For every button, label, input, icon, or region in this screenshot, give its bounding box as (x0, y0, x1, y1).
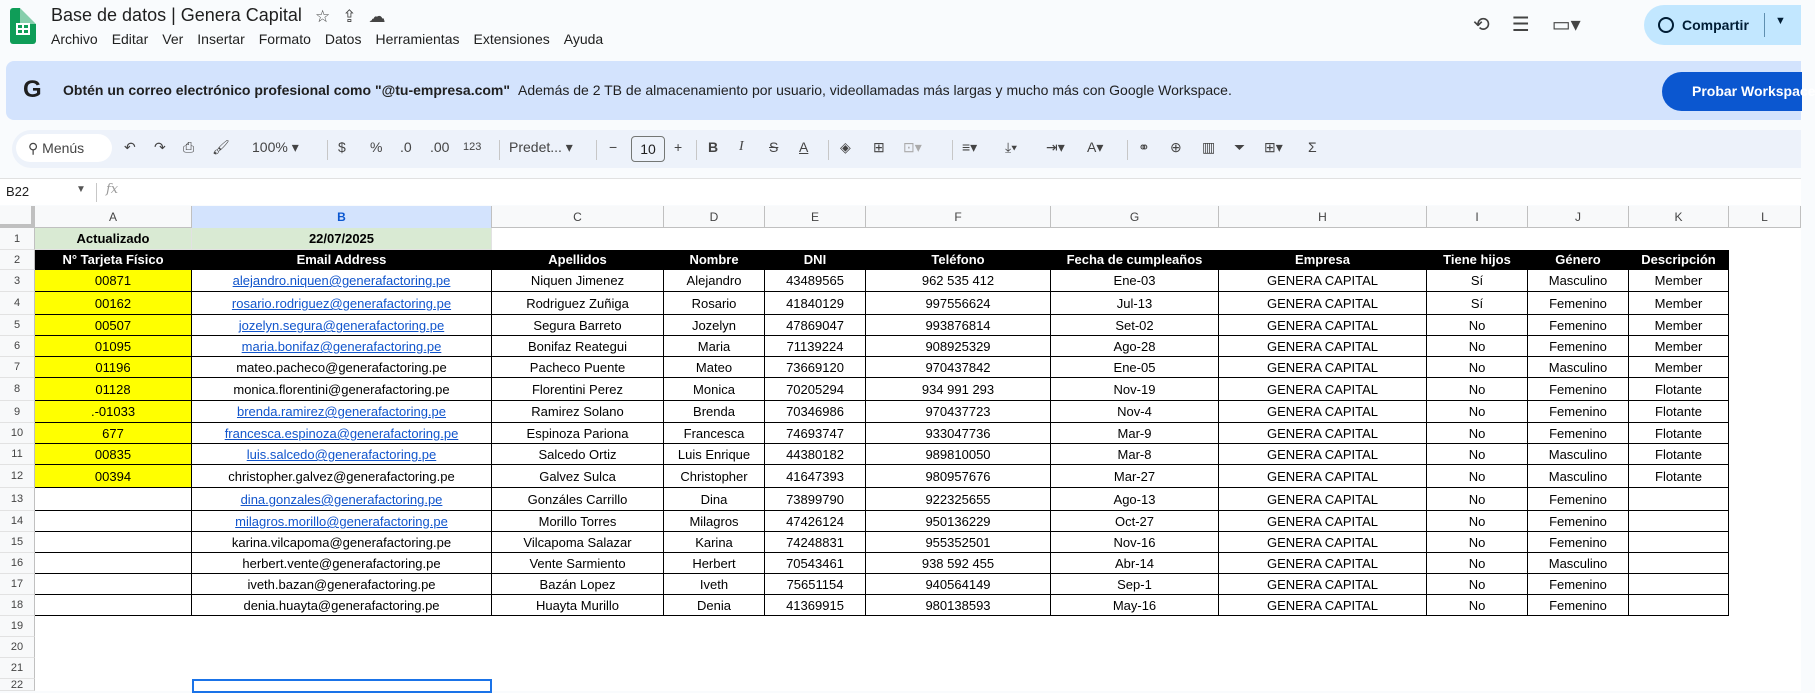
fx-icon: fx (106, 182, 119, 197)
menu-bar (51, 31, 617, 47)
selected-cell-b22[interactable] (192, 679, 492, 693)
name-box[interactable]: B22 (6, 184, 30, 199)
filter-icon[interactable]: ⏷ (1234, 139, 1246, 155)
cell-g16[interactable]: Abr-14 (1051, 553, 1219, 574)
cell-a5[interactable]: 00507 (35, 315, 192, 336)
cell-j8[interactable]: Femenino (1528, 378, 1629, 401)
column-header-g[interactable]: G (1051, 206, 1219, 228)
column-header-k[interactable]: K (1629, 206, 1729, 228)
cell-k8[interactable]: Flotante (1629, 378, 1729, 401)
cell-a11[interactable]: 00835 (35, 444, 192, 465)
cell-i10[interactable]: No (1427, 423, 1528, 444)
cell-k5[interactable]: Member (1629, 315, 1729, 336)
cell-j9[interactable]: Femenino (1528, 401, 1629, 423)
cell-a14[interactable] (35, 511, 192, 532)
cell-b10[interactable]: francesca.espinoza@generafactoring.pe (192, 423, 492, 444)
cell-b6[interactable]: maria.bonifaz@generafactoring.pe (192, 336, 492, 357)
cell-e11[interactable]: 44380182 (765, 444, 866, 465)
header-cell-b[interactable]: Email Address (192, 250, 492, 270)
try-workspace-button[interactable]: Probar Workspace (1662, 72, 1802, 111)
cell-g3[interactable]: Ene-03 (1051, 270, 1219, 292)
cell-j12[interactable]: Masculino (1528, 465, 1629, 488)
cell-f10[interactable]: 933047736 (866, 423, 1051, 444)
formula-bar (0, 178, 1801, 205)
cloud-status-icon[interactable]: ☁ (368, 7, 386, 26)
cell-b7[interactable]: mateo.pacheco@generafactoring.pe (192, 357, 492, 378)
cell-c15[interactable]: Vilcapoma Salazar (492, 532, 664, 553)
cell-k18[interactable] (1629, 595, 1729, 616)
cell-b13[interactable]: dina.gonzales@generafactoring.pe (192, 488, 492, 511)
cell-b16[interactable]: herbert.vente@generafactoring.pe (192, 553, 492, 574)
text-wrap-icon[interactable]: ⇥▾ (1046, 139, 1065, 155)
star-icon[interactable]: ☆ (315, 7, 331, 26)
cell-g8[interactable]: Nov-19 (1051, 378, 1219, 401)
cell-b3[interactable]: alejandro.niquen@generafactoring.pe (192, 270, 492, 292)
paint-format-icon[interactable]: 🖌 (212, 139, 230, 155)
cell-f9[interactable]: 970437723 (866, 401, 1051, 423)
cell-c11[interactable]: Salcedo Ortiz (492, 444, 664, 465)
cell-d11[interactable]: Luis Enrique (664, 444, 765, 465)
google-logo-icon: G (23, 76, 42, 103)
cell-h9[interactable]: GENERA CAPITAL (1219, 401, 1427, 423)
name-box-dropdown-icon[interactable]: ▼ (76, 184, 86, 195)
cell-i18[interactable]: No (1427, 595, 1528, 616)
cell-k17[interactable] (1629, 574, 1729, 595)
cell-b12[interactable]: christopher.galvez@generafactoring.pe (192, 465, 492, 488)
functions-icon[interactable]: Σ (1308, 139, 1317, 155)
cell-h10[interactable]: GENERA CAPITAL (1219, 423, 1427, 444)
header-cell-i[interactable]: Tiene hijos (1427, 250, 1528, 270)
search-label: Menús (42, 140, 85, 156)
cell-c13[interactable]: Gonzáles Carrillo (492, 488, 664, 511)
cell-d16[interactable]: Herbert (664, 553, 765, 574)
cell-a4[interactable]: 00162 (35, 292, 192, 315)
cell-e7[interactable]: 73669120 (765, 357, 866, 378)
cell-g17[interactable]: Sep-1 (1051, 574, 1219, 595)
cell-e12[interactable]: 41647393 (765, 465, 866, 488)
cell-d9[interactable]: Brenda (664, 401, 765, 423)
cell-k12[interactable]: Flotante (1629, 465, 1729, 488)
cell-c12[interactable]: Galvez Sulca (492, 465, 664, 488)
cell-k15[interactable] (1629, 532, 1729, 553)
cell-j17[interactable]: Femenino (1528, 574, 1629, 595)
select-all-corner[interactable] (0, 206, 35, 228)
share-dropdown-icon[interactable]: ▼ (1775, 15, 1786, 27)
decrease-font-size-button[interactable]: − (609, 139, 618, 155)
cell-e15[interactable]: 74248831 (765, 532, 866, 553)
increase-font-size-button[interactable]: + (674, 139, 683, 155)
menu-insertar[interactable]: Insertar (197, 31, 245, 47)
font-size-input[interactable]: 10 (631, 136, 665, 162)
menu-archivo[interactable]: Archivo (51, 31, 98, 47)
cell-e8[interactable]: 70205294 (765, 378, 866, 401)
cell-j7[interactable]: Masculino (1528, 357, 1629, 378)
cell-c3[interactable]: Niquen Jimenez (492, 270, 664, 292)
insert-chart-icon[interactable]: ▥ (1202, 139, 1216, 155)
row-header-7[interactable]: 7 (0, 357, 35, 378)
row-header-16[interactable]: 16 (0, 553, 35, 574)
cell-k3[interactable]: Member (1629, 270, 1729, 292)
cell-a13[interactable] (35, 488, 192, 511)
cell-g7[interactable]: Ene-05 (1051, 357, 1219, 378)
insert-link-icon[interactable]: ⚭ (1138, 139, 1150, 155)
cell-h18[interactable]: GENERA CAPITAL (1219, 595, 1427, 616)
top-bar (0, 0, 1801, 58)
cell-d13[interactable]: Dina (664, 488, 765, 511)
cell-g10[interactable]: Mar-9 (1051, 423, 1219, 444)
cell-e10[interactable]: 74693747 (765, 423, 866, 444)
cell-a17[interactable] (35, 574, 192, 595)
zoom-select[interactable]: 100% ▾ (252, 139, 299, 155)
cell-i8[interactable]: No (1427, 378, 1528, 401)
cell-j6[interactable]: Femenino (1528, 336, 1629, 357)
cell-c5[interactable]: Segura Barreto (492, 315, 664, 336)
cell-f12[interactable]: 980957676 (866, 465, 1051, 488)
cell-k11[interactable]: Flotante (1629, 444, 1729, 465)
comments-icon[interactable]: ☰ (1511, 14, 1530, 36)
increase-decimal-button[interactable]: .00 (430, 139, 450, 155)
cell-d14[interactable]: Milagros (664, 511, 765, 532)
cell-j18[interactable]: Femenino (1528, 595, 1629, 616)
share-button[interactable] (1644, 5, 1801, 45)
cell-g12[interactable]: Mar-27 (1051, 465, 1219, 488)
cell-g18[interactable]: May-16 (1051, 595, 1219, 616)
menu-herramientas[interactable]: Herramientas (375, 31, 460, 47)
cell-i15[interactable]: No (1427, 532, 1528, 553)
cell-c7[interactable]: Pacheco Puente (492, 357, 664, 378)
banner-headline: Obtén un correo electrónico profesional como "@tu-empresa.com" (63, 82, 511, 98)
toolbar (12, 130, 1801, 168)
cell-a16[interactable] (35, 553, 192, 574)
cell-e3[interactable]: 43489565 (765, 270, 866, 292)
cell-f4[interactable]: 997556624 (866, 292, 1051, 315)
decrease-decimal-button[interactable]: .0 (400, 139, 412, 155)
row-header-12[interactable]: 12 (0, 465, 35, 488)
cell-k16[interactable] (1629, 553, 1729, 574)
row-header-18[interactable]: 18 (0, 595, 35, 616)
cell-f14[interactable]: 950136229 (866, 511, 1051, 532)
cell-e13[interactable]: 73899790 (765, 488, 866, 511)
row-header-9[interactable]: 9 (0, 401, 35, 423)
menu-datos[interactable]: Datos (324, 31, 362, 47)
cell-b17[interactable]: iveth.bazan@generafactoring.pe (192, 574, 492, 595)
cell-d6[interactable]: Maria (664, 336, 765, 357)
history-icon[interactable]: ⟲ (1473, 14, 1490, 36)
cell-i9[interactable]: No (1427, 401, 1528, 423)
cell-j13[interactable]: Femenino (1528, 488, 1629, 511)
column-header-c[interactable]: C (492, 206, 664, 228)
row-header-4[interactable]: 4 (0, 292, 35, 315)
cell-e17[interactable]: 75651154 (765, 574, 866, 595)
workspace-banner (6, 61, 1815, 120)
cell-k13[interactable] (1629, 488, 1729, 511)
cell-g5[interactable]: Set-02 (1051, 315, 1219, 336)
row-header-22[interactable]: 22 (0, 679, 35, 691)
cell-f5[interactable]: 993876814 (866, 315, 1051, 336)
cell-d4[interactable]: Rosario (664, 292, 765, 315)
globe-icon (1658, 17, 1674, 33)
meet-icon[interactable]: ▭▾ (1551, 14, 1581, 36)
row-header-3[interactable]: 3 (0, 270, 35, 292)
cell-h14[interactable]: GENERA CAPITAL (1219, 511, 1427, 532)
banner-body: Además de 2 TB de almacenamiento por usuario, videollamadas más largas y mucho más con Google Workspace. (518, 82, 1232, 98)
cell-j4[interactable]: Femenino (1528, 292, 1629, 315)
insert-comment-icon[interactable]: ⊕ (1170, 139, 1182, 155)
fill-color-icon[interactable]: ◈ (840, 139, 851, 155)
cell-g6[interactable]: Ago-28 (1051, 336, 1219, 357)
cell-h8[interactable]: GENERA CAPITAL (1219, 378, 1427, 401)
cell-e9[interactable]: 70346986 (765, 401, 866, 423)
cell-c16[interactable]: Vente Sarmiento (492, 553, 664, 574)
cell-g4[interactable]: Jul-13 (1051, 292, 1219, 315)
column-header-a[interactable]: A (35, 206, 192, 228)
cell-i16[interactable]: No (1427, 553, 1528, 574)
cell-d18[interactable]: Denia (664, 595, 765, 616)
cell-h4[interactable]: GENERA CAPITAL (1219, 292, 1427, 315)
row-header-14[interactable]: 14 (0, 511, 35, 532)
cell-i6[interactable]: No (1427, 336, 1528, 357)
menu-search[interactable] (16, 134, 112, 162)
cell-h6[interactable]: GENERA CAPITAL (1219, 336, 1427, 357)
strikethrough-button[interactable]: S (769, 139, 779, 155)
cell-h12[interactable]: GENERA CAPITAL (1219, 465, 1427, 488)
row-header-10[interactable]: 10 (0, 423, 35, 444)
cell-k7[interactable]: Member (1629, 357, 1729, 378)
menu-extensiones[interactable]: Extensiones (473, 31, 550, 47)
cell-b1[interactable]: 22/07/2025 (192, 228, 492, 250)
cell-b15[interactable]: karina.vilcapoma@generafactoring.pe (192, 532, 492, 553)
column-header-i[interactable]: I (1427, 206, 1528, 228)
share-label: Compartir (1682, 17, 1749, 33)
cell-c18[interactable]: Huayta Murillo (492, 595, 664, 616)
cell-h11[interactable]: GENERA CAPITAL (1219, 444, 1427, 465)
cell-i13[interactable]: No (1427, 488, 1528, 511)
cell-f3[interactable]: 962 535 412 (866, 270, 1051, 292)
cell-k14[interactable] (1629, 511, 1729, 532)
cell-f11[interactable]: 989810050 (866, 444, 1051, 465)
cell-k9[interactable]: Flotante (1629, 401, 1729, 423)
cell-g11[interactable]: Mar-8 (1051, 444, 1219, 465)
cell-c4[interactable]: Rodriguez Zuñiga (492, 292, 664, 315)
cell-j16[interactable]: Masculino (1528, 553, 1629, 574)
menu-formato[interactable]: Formato (258, 31, 311, 47)
cell-h17[interactable]: GENERA CAPITAL (1219, 574, 1427, 595)
cell-b18[interactable]: denia.huayta@generafactoring.pe (192, 595, 492, 616)
cell-d3[interactable]: Alejandro (664, 270, 765, 292)
cell-h13[interactable]: GENERA CAPITAL (1219, 488, 1427, 511)
row-header-5[interactable]: 5 (0, 315, 35, 336)
horizontal-align-icon[interactable]: ≡▾ (962, 139, 978, 155)
cell-a12[interactable]: 00394 (35, 465, 192, 488)
print-icon[interactable]: ⎙ (183, 139, 195, 155)
cell-c14[interactable]: Morillo Torres (492, 511, 664, 532)
cell-b9[interactable]: brenda.ramirez@generafactoring.pe (192, 401, 492, 423)
cell-d15[interactable]: Karina (664, 532, 765, 553)
cell-i11[interactable]: No (1427, 444, 1528, 465)
row-header-21[interactable]: 21 (0, 658, 35, 679)
row-header-11[interactable]: 11 (0, 444, 35, 465)
cell-i4[interactable]: Sí (1427, 292, 1528, 315)
cell-c6[interactable]: Bonifaz Reategui (492, 336, 664, 357)
cell-j5[interactable]: Femenino (1528, 315, 1629, 336)
header-cell-e[interactable]: DNI (765, 250, 866, 270)
sheets-logo-icon[interactable] (10, 8, 36, 44)
cell-i17[interactable]: No (1427, 574, 1528, 595)
header-cell-d[interactable]: Nombre (664, 250, 765, 270)
row-header-6[interactable]: 6 (0, 336, 35, 357)
cell-h3[interactable]: GENERA CAPITAL (1219, 270, 1427, 292)
cell-g9[interactable]: Nov-4 (1051, 401, 1219, 423)
move-icon[interactable]: ⇪ (342, 7, 357, 26)
percent-format-button[interactable]: % (370, 139, 383, 155)
menu-editar[interactable]: Editar (111, 31, 149, 47)
cell-b11[interactable]: luis.salcedo@generafactoring.pe (192, 444, 492, 465)
row-header-17[interactable]: 17 (0, 574, 35, 595)
header-cell-a[interactable]: N° Tarjeta Físico (35, 250, 192, 270)
cell-b14[interactable]: milagros.morillo@generafactoring.pe (192, 511, 492, 532)
cell-d5[interactable]: Jozelyn (664, 315, 765, 336)
zoom-value: 100% (252, 139, 288, 155)
cell-c17[interactable]: Bazán Lopez (492, 574, 664, 595)
cell-f13[interactable]: 922325655 (866, 488, 1051, 511)
header-cell-k[interactable]: Descripción (1629, 250, 1729, 270)
cell-h15[interactable]: GENERA CAPITAL (1219, 532, 1427, 553)
currency-format-button[interactable]: $ (338, 139, 346, 155)
cell-i14[interactable]: No (1427, 511, 1528, 532)
row-header-2[interactable]: 2 (0, 250, 35, 270)
merge-cells-icon[interactable]: ⊡▾ (903, 139, 922, 155)
cell-a15[interactable] (35, 532, 192, 553)
cell-a6[interactable]: 01095 (35, 336, 192, 357)
font-select[interactable]: Predet... ▾ (509, 139, 573, 155)
cell-f6[interactable]: 908925329 (866, 336, 1051, 357)
more-formats-button[interactable]: 123 (463, 141, 482, 153)
row-header-13[interactable]: 13 (0, 488, 35, 511)
cell-j11[interactable]: Masculino (1528, 444, 1629, 465)
header-cell-g[interactable]: Fecha de cumpleaños (1051, 250, 1219, 270)
cell-i12[interactable]: No (1427, 465, 1528, 488)
header-cell-h[interactable]: Empresa (1219, 250, 1427, 270)
cell-a10[interactable]: 677 (35, 423, 192, 444)
row-header-20[interactable]: 20 (0, 637, 35, 658)
bold-button[interactable]: B (708, 139, 719, 155)
cell-f17[interactable]: 940564149 (866, 574, 1051, 595)
cell-e14[interactable]: 47426124 (765, 511, 866, 532)
cell-j3[interactable]: Masculino (1528, 270, 1629, 292)
redo-icon[interactable]: ↷ (154, 139, 166, 155)
cell-i5[interactable]: No (1427, 315, 1528, 336)
cell-j14[interactable]: Femenino (1528, 511, 1629, 532)
column-header-j[interactable]: J (1528, 206, 1629, 228)
cell-d7[interactable]: Mateo (664, 357, 765, 378)
cell-c9[interactable]: Ramirez Solano (492, 401, 664, 423)
row-header-1[interactable]: 1 (0, 228, 35, 250)
column-header-b[interactable]: B (192, 206, 492, 228)
cell-h5[interactable]: GENERA CAPITAL (1219, 315, 1427, 336)
cell-c10[interactable]: Espinoza Pariona (492, 423, 664, 444)
cell-a7[interactable]: 01196 (35, 357, 192, 378)
cell-g15[interactable]: Nov-16 (1051, 532, 1219, 553)
cell-g13[interactable]: Ago-13 (1051, 488, 1219, 511)
cell-j10[interactable]: Femenino (1528, 423, 1629, 444)
undo-icon[interactable]: ↶ (124, 139, 136, 155)
cell-d12[interactable]: Christopher (664, 465, 765, 488)
font-value: Predet... (509, 139, 562, 155)
cell-f18[interactable]: 980138593 (866, 595, 1051, 616)
cell-a9[interactable]: .-01033 (35, 401, 192, 423)
cell-f15[interactable]: 955352501 (866, 532, 1051, 553)
borders-icon[interactable]: ⊞ (873, 139, 885, 155)
cell-e6[interactable]: 71139224 (765, 336, 866, 357)
menu-ayuda[interactable]: Ayuda (563, 31, 604, 47)
cell-e16[interactable]: 70543461 (765, 553, 866, 574)
cell-f8[interactable]: 934 991 293 (866, 378, 1051, 401)
cell-g14[interactable]: Oct-27 (1051, 511, 1219, 532)
row-header-19[interactable]: 19 (0, 616, 35, 637)
cell-a1[interactable]: Actualizado (35, 228, 192, 250)
cell-b4[interactable]: rosario.rodriguez@generafactoring.pe (192, 292, 492, 315)
cell-a3[interactable]: 00871 (35, 270, 192, 292)
cell-a8[interactable]: 01128 (35, 378, 192, 401)
cell-f7[interactable]: 970437842 (866, 357, 1051, 378)
search-icon: ⚲ (28, 140, 39, 156)
cell-k10[interactable]: Flotante (1629, 423, 1729, 444)
header-cell-f[interactable]: Teléfono (866, 250, 1051, 270)
cell-e5[interactable]: 47869047 (765, 315, 866, 336)
cell-d10[interactable]: Francesca (664, 423, 765, 444)
cell-f16[interactable]: 938 592 455 (866, 553, 1051, 574)
italic-button[interactable]: I (739, 139, 744, 154)
document-title[interactable]: Base de datos | Genera Capital (51, 5, 302, 25)
row-header-15[interactable]: 15 (0, 532, 35, 553)
column-header-l[interactable]: L (1729, 206, 1801, 228)
spreadsheet-grid[interactable] (0, 206, 1801, 691)
cell-k4[interactable]: Member (1629, 292, 1729, 315)
cell-e4[interactable]: 41840129 (765, 292, 866, 315)
column-header-d[interactable]: D (664, 206, 765, 228)
cell-k6[interactable]: Member (1629, 336, 1729, 357)
cell-h7[interactable]: GENERA CAPITAL (1219, 357, 1427, 378)
header-cell-j[interactable]: Género (1528, 250, 1629, 270)
cell-i3[interactable]: Sí (1427, 270, 1528, 292)
cell-h16[interactable]: GENERA CAPITAL (1219, 553, 1427, 574)
column-header-f[interactable]: F (866, 206, 1051, 228)
cell-d17[interactable]: Iveth (664, 574, 765, 595)
cell-c8[interactable]: Florentini Perez (492, 378, 664, 401)
row-header-8[interactable]: 8 (0, 378, 35, 401)
column-header-h[interactable]: H (1219, 206, 1427, 228)
menu-ver[interactable]: Ver (162, 31, 184, 47)
cell-b8[interactable]: monica.florentini@generafactoring.pe (192, 378, 492, 401)
header-cell-c[interactable]: Apellidos (492, 250, 664, 270)
column-headers (0, 206, 1801, 228)
cell-e18[interactable]: 41369915 (765, 595, 866, 616)
cell-a18[interactable] (35, 595, 192, 616)
filter-views-icon[interactable]: ⊞▾ (1264, 139, 1283, 155)
cell-b5[interactable]: jozelyn.segura@generafactoring.pe (192, 315, 492, 336)
cell-d8[interactable]: Monica (664, 378, 765, 401)
cell-i7[interactable]: No (1427, 357, 1528, 378)
text-rotation-icon[interactable]: A▾ (1087, 139, 1104, 155)
column-header-e[interactable]: E (765, 206, 866, 228)
vertical-align-icon[interactable]: ⤓▾ (1005, 139, 1018, 155)
cell-j15[interactable]: Femenino (1528, 532, 1629, 553)
text-color-icon[interactable]: A (799, 139, 809, 155)
